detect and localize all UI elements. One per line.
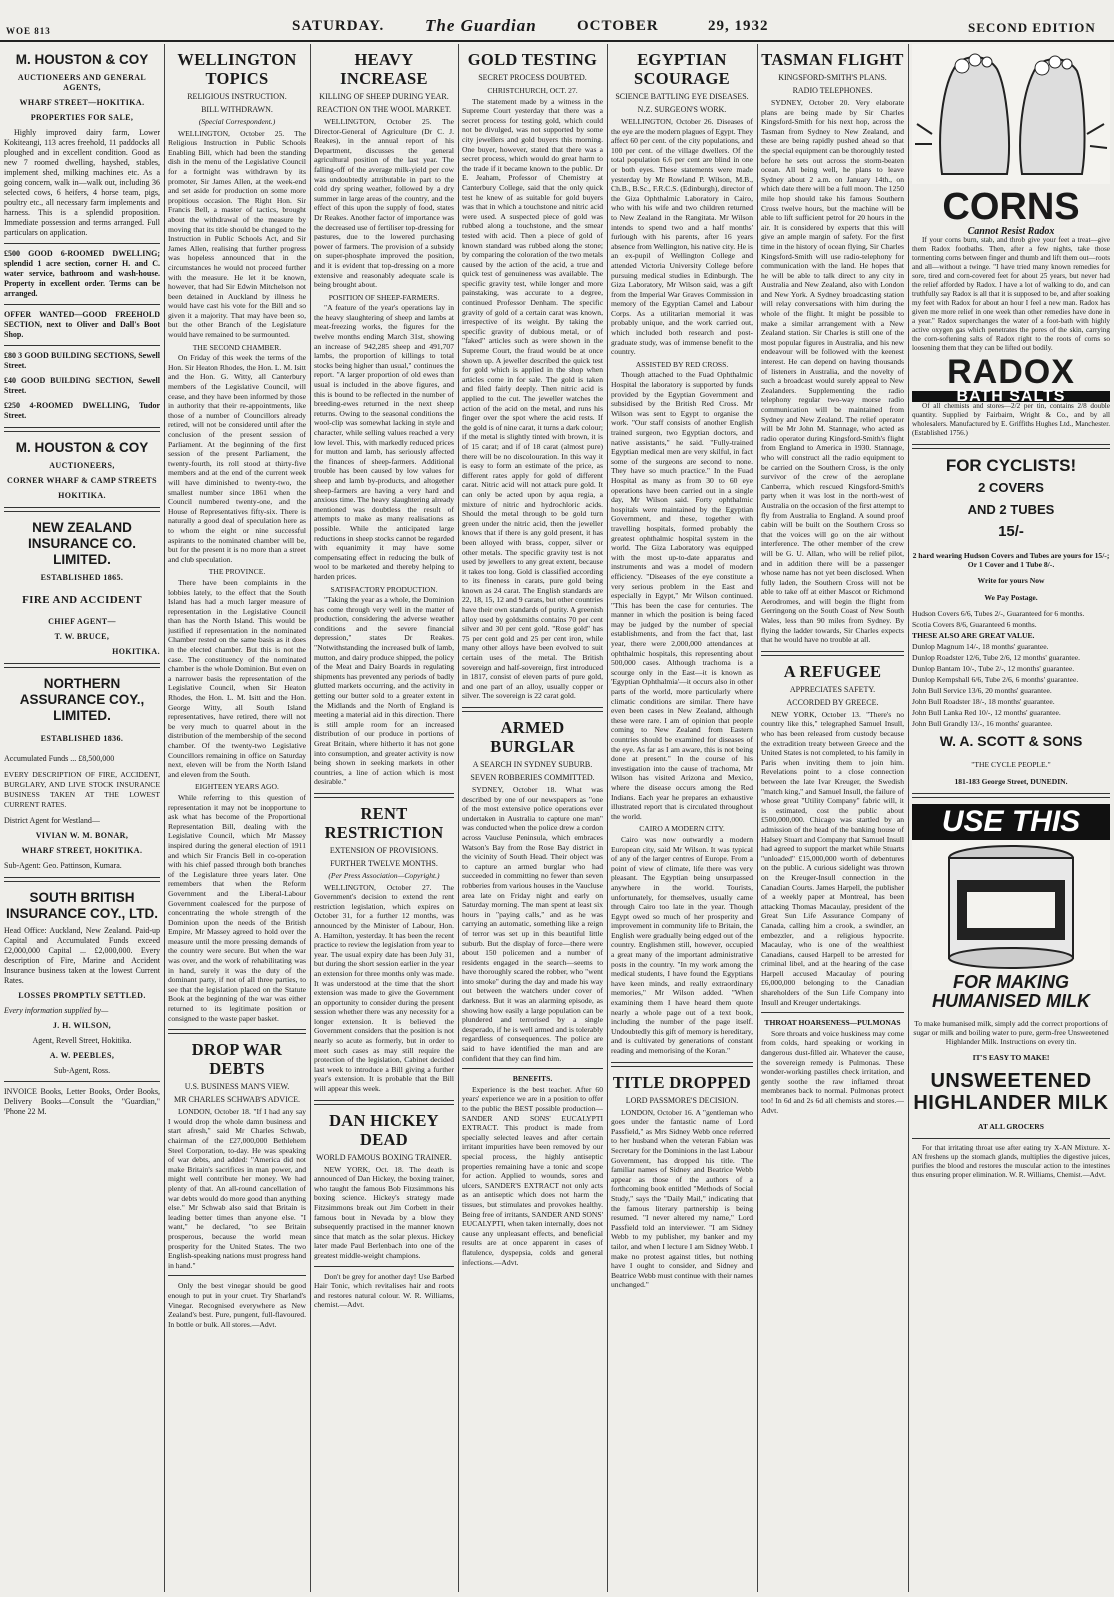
ad-auctioneers: AUCTIONEERS AND GENERAL AGENTS, xyxy=(17,73,147,92)
divider xyxy=(168,1275,306,1276)
article-body: The statement made by a witness in the Supreme Court yesterday that there was a secret process for testing gold, which could not be divulged, was not supported by some city jewellers and gold buyers this morning. One buyer, however, stated that there was a secret process, which would do great harm to the trade if it became known to the public. Dr E. Jeaham, Professor of Chemistry at Canterbury College, said that the only quick test he knew of as suitable for gold buyers was that in which a touchstone and nitric acid were used. A suspected piece of gold was rubbed along a touchstone, and the smear tested with acid. Then a piece of gold of known standard was rubbed along the stone; by comparing the coloration of the two metals caused by the action of the acid, a true and quick test of genuineness was available. The specific gravity test, while longer and more painstaking, was accurate to a degree, continued Professor Denham. The specific gravity of gold of a certain carat was known, irrespective of its weight. By taking the specific gravity of dubious metal, or of "faked" articles such as were shown in the Supreme Court, the fraud would be at once shown up. A jeweller described the quick test for gold which is applied in the shop when articles come in for sale. The gold is taken and filed fairly deeply. Then nitric acid is applied to the cut. The jeweller watches the action of the acid on the metal, and runs his finger over the spot where the acid rests. If the gold is of nine carat, it turns a dark colour; if the metal is slightly tinted with brown, it is of 15 carat; and if of 18 carat (almost pure) there will be no discolouration. In this way it is easy to form an estimate of the price, as different rates apply for gold of different carat. Nitric acid will not attack pure gold. It can only be acted upon by aqua regia, a mixture of nitric and hydrochloric acids. Should the metal through to be gold turn green under the nitric acid, then the jeweller knows that if there is any gold present, it has been alloyed with brass, copper, silver or other metals. The specific gravity test is not used by jewellers to any great extent, because it takes too long. Gold is classified according to its fineness in carats, pure gold being known as 24 carat. The English standards are 22, 18, 15, 12 and 9 carats, but other countries have their own standards of purity. A greenish alloy used by goldsmiths contains 70 per cent silver and 30 per cent gold. "Rose gold" has 75 per cent gold and 25 per cent iron, while many other alloys have been evolved to suit certain uses of the metal. The British sovereign and half-sovereign, first introduced in 1817, consist of eleven parts of pure gold, and one part of an alloy, usually copper or silver. The sovereign is 22 carat gold. xyxy=(462,96,603,701)
divider xyxy=(611,1062,753,1067)
column-7-advertisements xyxy=(912,44,1110,1594)
ad-agent-revell: Agent, Revell Street, Hokitika. xyxy=(32,1036,132,1045)
ad-auctioneers-2: AUCTIONEERS, xyxy=(49,461,115,470)
ad-properties-heading: PROPERTIES FOR SALE, xyxy=(30,113,134,122)
ad-great-value: THESE ALSO ARE GREAT VALUE. xyxy=(912,631,1035,641)
ad-wharf-street-2: WHARF STREET, HOKITIKA. xyxy=(21,846,143,855)
column-6-tasman-flight xyxy=(761,44,904,1594)
section-heading-pulmonas: THROAT HOARSENESS—PULMONAS xyxy=(764,1018,901,1028)
column-4-gold-testing xyxy=(462,44,603,1594)
divider xyxy=(912,793,1110,798)
article-body: "Taking the year as a whole, the Dominion has come through very well in the matter of production, considering the adverse weather conditions and the severe financial depression," states Dr Reakes. "Notwithstanding the increased bulk of lamb, mutton, and dairy produce shipped, the policy of the Meat and Dairy Boards in regulating shipments has prevented any periods of badly glutted markets occurring, and the activity in getting our butter sold to a greater extent in the Midlands and the North of England is meeting a material aid in this direction. There is still ample room for an increased distribution of our produce in portions of Great Britain, where hitherto it has not gone into consumption, and greater activity is now being shown in seeking markets in other countries, a line of action which is most desirable." xyxy=(314,595,454,787)
byline-press-association: (Per Press Association—Copyright.) xyxy=(328,870,440,880)
ad-every-information: Every information supplied by— xyxy=(4,1006,109,1015)
subhead-sydney-search: A SEARCH IN SYDNEY SUBURB. xyxy=(472,760,593,769)
divider xyxy=(4,304,160,305)
ad-property-250: £250 4-ROOMED DWELLING, Tudor Street. xyxy=(4,401,160,420)
ad-at-all-grocers: AT ALL GROCERS xyxy=(978,1121,1044,1131)
divider xyxy=(4,877,160,882)
ad-price: 15/- xyxy=(998,523,1024,540)
section-heading-benefits: BENEFITS. xyxy=(512,1074,553,1084)
ad-head-office: Head Office: Auckland, New Zealand. Paid-up Capital and Accumulated Funds exceed £2,000,000 Capital ... £2,000,000. Every description of Fire, Marine and Accident Insurance business taken at the lowest Current Rates. xyxy=(4,926,160,985)
ad-unsweetened-highlander: UNSWEETENED HIGHLANDER MILK xyxy=(913,1069,1109,1114)
ad-established-1865: ESTABLISHED 1865. xyxy=(40,573,124,582)
ad-vivian-bonar: VIVIAN W. M. BONAR, xyxy=(35,831,129,840)
ad-property-40: £40 GOOD BUILDING SECTION, Sewell Street. xyxy=(4,376,160,395)
ad-list-item: Dunlop Roadster 12/6, Tube 2/6, 12 months' guarantee. xyxy=(912,653,1080,663)
subhead-secret-process: SECRET PROCESS DOUBTED. xyxy=(478,73,587,82)
headline-tasman-flight: TASMAN FLIGHT xyxy=(761,50,904,69)
column-rule xyxy=(757,44,758,1592)
ad-wharf-street: WHARF STREET—HOKITIKA. xyxy=(19,98,145,107)
ad-bruce: T. W. BRUCE, xyxy=(54,632,110,641)
subhead-wool-market: REACTION ON THE WOOL MARKET. xyxy=(316,105,452,114)
masthead-month: OCTOBER xyxy=(577,18,659,34)
column-5-egyptian-scourage xyxy=(611,44,753,1594)
subhead-kingsford-smith: KINGSFORD-SMITH'S PLANS. xyxy=(778,73,887,82)
ad-houston-heading: M. HOUSTON & COY xyxy=(15,52,149,67)
masthead-paper-name: The Guardian xyxy=(425,16,537,35)
divider xyxy=(462,707,603,712)
advert-pulmonas: Sore throats and voice huskiness may come from colds, hard speaking or working in dangerous dust-filled air. Whatever the cause, the sovereign remedy is Pulmonas. These wonder-working pastilles check irritation, and gently soothe the raw inflamed throat membranes back to normal. Pulmonas protect too! In 6d and 2s 6d all chemists and stores.—Advt. xyxy=(761,1028,904,1115)
ad-houston-heading-2: M. HOUSTON & COY xyxy=(15,440,149,455)
article-body: WELLINGTON, October 27. The Government's decision to extend the rent restriction legislation, which expires on October 31, for a further 12 months, was announced by the Minister of Labour, Hon. A. Hamilton, yesterday. It has been the recent practice to review the legislation from year to year. The usual expiry date has been July 31, but during the short session earlier in the year an extension for three months only was made. It was understood at the time that the short extension was made to give the Government an opportunity to consider during the present session whether there was any necessity for a longer extension. It is believed the Government considers that the position is not nearly so acute as formerly, but in order to meet such cases as may still require the protection of the legislation, Cabinet decided last week to introduce a Bill giving a further year's extension. It is probable that the Bill will appear this week. xyxy=(314,882,454,1094)
divider xyxy=(4,663,160,668)
ad-list-item: Dunlop Bantam 10/-, Tube 2/-, 12 months' guarantee. xyxy=(912,664,1075,674)
ad-south-british-heading: SOUTH BRITISH INSURANCE COY., LTD. xyxy=(5,890,158,921)
ad-2-tubes: AND 2 TUBES xyxy=(967,502,1055,517)
article-body: WELLINGTON, October 25. The Religious Instruction in Public Schools Enabling Bill, which had been the standing dish in the menu of the Legislative Council for a fortnight was withdrawn by its promoter, Sir James Allen, at the week-end and set aside for production on some more propitious occasion. The Right Hon. Sir Francis Bell, a master of tactics, brought about the withdrawal of the measure by moving that its title should be changed to the Instruction in Public Schools Act, and Sir James Allen, realising that further progress was hopeless announced that in the circumstances he would not proceed further with the measure. He let it be known, however, that had Sir Edwin Mitchelson not been detained in Auckland by illness he would have cast his vote for the Bill and so given it a majority. That may have been so, but the other Branch of the Legislature would have remained to be surmounted. xyxy=(168,128,306,340)
headline-armed-burglar: ARMED BURGLAR xyxy=(490,718,575,756)
divider xyxy=(912,444,1110,449)
ad-list-item: John Bull Grandly 13/-, 16 months' guarantee. xyxy=(912,719,1053,729)
divider xyxy=(4,345,160,346)
column-1-advertisements xyxy=(4,44,160,1594)
subhead-eye-diseases: SCIENCE BATTLING EYE DISEASES. xyxy=(615,92,749,101)
advert-vinegar: Only the best vinegar should be good enough to put in your cruet. Try Sharland's Vinegar. Recognised everywhere as New Zealand's best. Pure, pungent, full-flavoured. In bottle or bulk. All stores.—Advt. xyxy=(168,1281,306,1329)
ad-list-item: John Bull Roadster 18/-, 18 months' guarantee. xyxy=(912,697,1055,707)
ad-bath-salts: BATH SALTS xyxy=(912,391,1110,402)
masthead xyxy=(0,0,1114,42)
divider xyxy=(4,243,160,244)
ad-radox-body: If your corns burn, stab, and throb give your feet a treat—give them Radox footbaths. Then, after a few nights, take those tormenting corns between finger and thumb and lift them out—roots and all—without a twinge. "I have tried many known remedies for sore, tired and corn-covered feet for about 25 years, but never had the relief afforded by Radox. I have a lot of walking to do, and can truthfully say Radox is all that it is supposed to be, and after soaking my feet with Radox for about an hour I feel a new man. Radox has given me more relief in one week than other remedies have done in a year." Radox superchanges the water of a foot-bath with highly active oxygen gas which penetrates the pores of the skin, carrying the corn-softening salts of Radox right to the roots of corns so loosening them that they can be lifted out bodily. xyxy=(912,236,1110,352)
masthead-date: 29, 1932 xyxy=(708,18,769,34)
ad-district-agent: District Agent for Westland— xyxy=(4,816,100,825)
ad-fire-accident: FIRE AND ACCIDENT xyxy=(22,594,142,606)
subhead-extension: EXTENSION OF PROVISIONS. xyxy=(329,845,439,855)
column-rule xyxy=(458,44,459,1592)
article-body: LONDON, October 16. A "gentleman who goes under the fantastic name of Lord Passfield," as Mrs Sidney Webb once referred to her husband when the veteran Fabian was Secretary for the Dominions in the last Labour Government, has dropped his title. The familiar names of Sidney and Beatrice Webb appear as those of the authors of a forthcoming book entitled "Methods of Social Study," says the "Daily Mail," indicating that the famous literary partnership is being resumed. "I never altered my name," Lord Passfield told an interviewer. "I am Sidney Webb to my publisher, my banker and my tailor, and when I lecture I am Sidney Webb. I make no protest against titles, but nothing have I ought to consider, and Sidney and Beatrice Webb must continue with their names unchanged." xyxy=(611,1107,753,1290)
column-2-wellington-topics xyxy=(168,44,306,1594)
ad-list-item: John Bull Service 13/6, 20 months' guarantee. xyxy=(912,686,1052,696)
subhead-surgeon-work: N.Z. SURGEON'S WORK. xyxy=(637,105,727,114)
divider xyxy=(761,1012,904,1013)
ad-list-item: Dunlop Kempshall 6/6, Tube 2/6, 6 months' guarantee. xyxy=(912,675,1079,685)
ad-cycle-people: "THE CYCLE PEOPLE." xyxy=(971,759,1051,769)
column-rule xyxy=(164,44,165,1592)
ad-hokitika: HOKITIKA. xyxy=(58,491,106,500)
masthead-day: SATURDAY. xyxy=(292,18,385,34)
masthead-edition: SECOND EDITION xyxy=(968,20,1096,35)
ad-sub-agent-ross: Sub-Agent, Ross. xyxy=(53,1066,111,1075)
ad-cannot-resist: Cannot Resist Radox xyxy=(967,226,1055,237)
ad-sub-agent: Sub-Agent: Geo. Pattinson, Kumara. xyxy=(4,861,122,870)
subhead-business-view: U.S. BUSINESS MAN'S VIEW. xyxy=(184,1082,290,1092)
ad-easy: IT'S EASY TO MAKE! xyxy=(972,1053,1050,1063)
article-body: SYDNEY, October 20. Very elaborate plans are being made by Sir Charles Kingsford-Smith for his next hop, across the Tasman from Sydney to New Zealand, and these are being rapidly pushed ahead so that the special equipment can be thoroughly tested before he sets out across the storm-beaten ocean. All being well, he plans to leave Sydney about 2 a.m. on January 14th., on which date there will be a full moon. The 1250 mile hop should take his famous Southern Cross twelve hours, but the machine will be able to lift sufficient petrol for 20 hours in the air. It is considered by experts that this will give an ample margin of safety. For the first time in the history of ocean flying, Sir Charles Kingsford-Smith will use radio-telephony for communication with the land. He hopes that he will be able to talk direct to any city in Australia and New Zealand, also with London and New York. A Sydney broadcasting station will relay conversations with him during the whole of the flight. It might be possible to make a similar arrangement with a New Zealand station. Sir Charles is still one of the most popular figures in Australia, and his new endeavour will be followed with the keenest interest. He can depend on having thousands of listeners in Australia, and the novelty of such a broadcast would surely appeal to New Zealanders. Supplementing the radio telephony regular two-way morse radio communication will be maintained from Sydney and New Zealand. The relief operator will be Mr John M. Stannage, who acted as radio operator during Kingsford-Smith's flight from England to America in 1930. Stannage, who will construct all the radio equipment to be carried on the Southern Cross, is the only survivor of the crew of the aeroplane Canberra, which rescued Kingsford-Smith's party when it was lost in the north-west of Australia on the occasion of the first attempt to fly from Australia to England. A sound proof cabin will be built on the Southern Cross so that the voices will go on the air without interference. The other member of the crew will be G. U. Allan, who will be relief pilot, and in addition there will be a passenger whose name has not yet been disclosed. When fully laden, the Southern Cross will not be able to take off at either Mascot or Richmond Aerodromes, and will begin the flight from Gerringong on the South Coast of New South Wales, less than 90 miles from Sydney. By flying the ladder towards, Sir Charles expects that he would have no trouble at all. xyxy=(761,98,904,645)
column-rule xyxy=(908,44,909,1592)
divider xyxy=(4,1081,160,1082)
ad-list-item: Dunlop Magnum 14/-, 18 months' guarantee. xyxy=(912,642,1049,652)
subhead-twelve-months: FURTHER TWELVE MONTHS. xyxy=(330,858,438,868)
article-body: NEW YORK, Oct. 18. The death is announced of Dan Hickey, the boxing trainer, who taught the famous Bob Fitzsimmons his boxing science. Hickey's strategy made Fitzsimmons break out Jim Corbett in their famous bout in Nevada by a blow they subsequently practised in the manner known since that match as the solar plexus. Hickey later made Paul Berlenbach into one of the greatest middle-weight champions. xyxy=(314,1164,454,1260)
divider xyxy=(761,651,904,656)
headline-gold-testing: GOLD TESTING xyxy=(467,50,598,69)
subhead-boxing-trainer: WORLD FAMOUS BOXING TRAINER. xyxy=(316,1152,452,1162)
page-number: WOE 813 xyxy=(6,26,51,36)
ad-peebles: A. W. PEEBLES, xyxy=(49,1051,115,1060)
headline-rent-restriction: RENT RESTRICTION xyxy=(324,803,444,842)
section-heading: ASSISTED BY RED CROSS. xyxy=(635,359,729,369)
article-body: While referring to this question of representation it may not be inopportune to ask what has become of the Proportional Representation Bill, dealing with the Legislative Council, which Mr Massey inspired during the general election of 1911 and which Sir Francis Bell in co-operation with his chief passed through both branches of the Legislature three years later. One remembers that when the Reform Government and the Liberal-Labour Government coalesced for the purpose of concentrating the whole strength of the Dominion upon the needs of the British Empire, Mr Massey agreed to hold over the measure until the more pressing demands of the country were secure. But when the war was over, and the work of rehabilitating was in hand, surely it was the duty of the dominant party, if not of all three parties, to see that the legislation placed on the Statute Book at the beginning of the war was either returned to its legitimate position or consigned to the waste paper basket. xyxy=(168,792,306,1023)
divider xyxy=(314,1266,454,1267)
subhead-radio-telephones: RADIO TELEPHONES. xyxy=(792,86,873,95)
section-heading: THE PROVINCE. xyxy=(208,567,266,577)
ad-northern-assurance-heading: NORTHERN ASSURANCE COY., LIMITED. xyxy=(19,676,145,723)
ad-2-covers: 2 COVERS xyxy=(978,480,1044,495)
ad-wilson: J. H. WILSON, xyxy=(52,1021,112,1030)
ad-radox-supply: Of all chemists and stores—2/2 per tin, contains 2/8 double quantity. Supplied by Fairbairn, Wright & Co., and by all wholesalers. Manufactured by E. Griffiths Hughes Ltd., Manchester. (Established 1756.) xyxy=(912,402,1110,437)
section-heading: CAIRO A MODERN CITY. xyxy=(639,824,725,834)
article-body: Cairo was now outwardly a modern European city, said Mr Wilson. It was typical of any of the larger centres of Europe. From a point of view of climate, life there was very pleasant. The Egyptian being unsurpassed anywhere in the world. Tourists, unfortunately, for themselves, usually came through Cairo too late in the year. Though Egypt owed so much of her prosperity and improvement in community life to Britain, the English were gradually being edged out of the country. Englishmen still, however, occupied a great many of the important administrative posts in the country. "In my work among the medical students, I have found the Egyptians have keen minds, and really extraordinary memories," Mr Wilson added. "When examining them I have heard them quote nearly a whole page out of a text book, including the number of the page itself. Undoubtedly this gift of memory is hereditary, and is cultivated by generations of constant reading and memorising of the Koran." xyxy=(611,834,753,1055)
ad-list-item: John Bull Lanka Red 10/-, 12 months' guarantee. xyxy=(912,708,1061,718)
subhead-passmore-decision: LORD PASSMORE'S DECISION. xyxy=(625,1095,739,1105)
article-body: Though attached to the Fuad Ophthalmic Hospital the laboratory is supported by funds provided by the Egyptian Government and subsidised by the British Red Cross. Mr Wilson was sent to Egypt to organise the work. "Our staff consists of another English trained surgeon, two Egyptian doctors, and native assistants," he said. "Fully-trained Egyptian medical men are very skilful, in fact some of the surgeons are second to none. They have so much practice." In the Fuad Hospital as many as from 30 to 60 eye operations have been carried out in a single day, Mr Wilson said. Forty ophthalmic hospitals were maintained by the Egyptian Government, and these, together with travelling hospitals, formed probably the greatest ophthalmic hospital system in the world. The Giza Laboratory was equipped with the most up-to-date apparatus and instruments and was a model of modern efficiency. "Diseases of the eye constitute a very serious problem in the East and especially in Egypt," Mr Wilson continued. "This has been the case for centuries. The manner in which the position is being faced may be judged by the number of special establishments, and from the fact that, last year, there were 2,000,000 attendances at ophthalmic hospitals, this representing about 500,000 cases. Although trachoma is a scourge only in the East—it is known as 'Egyptian Ophthalmia'—it occurs also in other parts of the world, more particularly where climatic conditions are similar. There have even been cases in New Zealand, although these were rare. I am of opinion that people coming to New Zealand from Eastern countries should be examined for diseases of the eye. As far as I am aware, this is not being done at present." In the course of his investigation into the cause of trachoma, Mr Wilson has visited Arizona and Mexico, where the disease occurs among the Red Indians. Each year he prepares an exhaustive illustrated report that is circulated throughout the world. xyxy=(611,370,753,821)
article-body: WELLINGTON, October 25. The Director-General of Agriculture (Dr C. J. Reakes), in the annual report of his Department, discusses the general agricultural position of the last year. The falling-off of the average milk-yield per cow was undoubtedly attributable in part to the cold dry spring weather, followed by a dry summer in large areas of the country, and the effect of this upon the supply of food, states Dr Reakes. Another factor of importance was the decreased use of fertiliser top-dressing for pastures, due to the lowered purchasing power of farmers. The provision of a subsidy on super-phosphate improved the position, and it is evident that top-dressing on a more extensive and reasonably adequate scale is being brought about. xyxy=(314,117,454,290)
ad-established-1836: ESTABLISHED 1836. xyxy=(40,734,124,743)
ad-property-offer: OFFER WANTED—GOOD FREEHOLD SECTION, next to Oliver and Dall's Boot Shop. xyxy=(4,310,160,339)
ad-dairy-farm: Highly improved dairy farm, Lower Kokiteangi, 113 acres freehold, 11 paddocks all ploughed and in excellent condition. Good as new 7 roomed dwelling, hayshed, stables, implement shed, milking machines etc. As a going concern, walk in—walk out, including 36 selected cows, 6 heifers, 4 horse team, pigs, poultry etc., all necessary farm implements and harness. This is a splendid proposition. Immediate possession and terms arranged. Full particulars on application. xyxy=(4,128,160,237)
ad-list-item: Hudson Covers 6/6, Tubes 2/-, Guaranteed for 6 months. xyxy=(912,609,1085,619)
headline-dan-hickey-dead: DAN HICKEY DEAD xyxy=(329,1110,439,1149)
article-body: NEW YORK, October 13. "There's no country like this," telegraphed Samuel Insull, who has been released from custody because the extradition treaty between Greece and the United States is not completed, to his family in Paris when inviting them to join him. Revelations point to a close connection between the late Ivar Kreuger, the Swedish "match king," and Samuel Insull, the failure of whose great "Utility Company" fabric will, it is estimated, cost the public about £500,000,000. Chicago was startled by an admission of the head of the banking house of Halsey Stuart and Company that Samuel Insull had agreed to support the market while Stuarts "unloaded" £15,000,000 worth of debentures on the public. A curious sidelight was thrown on the Kreuger-Insull connection in the Canadian Courts. James Harpell, the publisher of a weekly paper at Montreal, has been attacking Thomas Macaulay, president of the Great Sun Life Assurance Company of Canada, calling him a crook, a swindler, an embezzler, and a religious hypocrite. Macaulay, who is one of the wealthiest Canadians, caused Harpell to be arrested for criminal libel, and at the hearing of the case Harpell accused Macaulay of pouring £6,000,000 belonging to the Canadian shareholders of the Sun Life Company into Insull and Kreuger undertakings. xyxy=(761,709,904,1007)
ad-invoice-books: INVOICE Books, Letter Books, Order Books, Delivery Books—Consult the "Guardian," 'Phone 22 M. xyxy=(4,1087,160,1116)
divider xyxy=(168,1029,306,1034)
section-heading: POSITION OF SHEEP-FARMERS. xyxy=(328,292,440,302)
ad-postage: We Pay Postage. xyxy=(984,592,1038,602)
subhead-bill-withdrawn: BILL WITHDRAWN. xyxy=(201,105,273,114)
ad-for-making-humanised-milk: FOR MAKING HUMANISED MILK xyxy=(932,972,1090,1012)
subhead-appreciates-safety: APPRECIATES SAFETY. xyxy=(789,684,876,694)
ad-scott-sons: W. A. SCOTT & SONS xyxy=(939,733,1083,750)
headline-egyptian-scourage: EGYPTIAN SCOURAGE xyxy=(634,50,730,88)
divider xyxy=(912,1138,1110,1139)
ad-corner-streets: CORNER WHARF & CAMP STREETS xyxy=(7,476,157,485)
headline-heavy-increase: HEAVY INCREASE xyxy=(340,50,428,88)
advert-hair-tonic: Don't be grey for another day! Use Barbed Hair Tonic, which revitalises hair and roots and restores natural colour. W. R. Williams, chemist.—Advt. xyxy=(314,1271,454,1310)
article-body: There have been complaints in the lobbies lately, to the effect that the South Island has had a much larger measure of representation in the Legislative Council than has the North Island. This would be justified if representation in the nominated Chamber rested on the same basis as it does in the elected chamber. But this is not the case. The constituency of the nominated chamber is the whole Dominion. But even on a narrower basis the representation of the Legislative Council, when Sir Heaton Rhodes, the Hon. L. M. Isitt and the Hon. George Witty, all South Island representatives, have retired, there will not be very much to quarrel about in the distribution of the membership of the second chamber. Of the twenty-two Legislative Councillors remaining in office on Saturday next, eleven will be from the North Island and eleven from the South. xyxy=(168,577,306,779)
divider xyxy=(4,427,160,432)
article-body: "A feature of the year's operations lay in the heavy slaughtering of sheep and lambs at meat-freezing works, the figures for the twelve months ending March 31st, showing an increase of 942,285 sheep and 491,707 lambs, the proportion of killings to total stocks being higher than usual," continues the report. "A larger proportion of old ewes than usual is included in the above figures, and this is bound to be reflected in the number of breeding-ewes returned in the next sheep returns. Owing to the seasonal conditions the wool-clip was somewhat lacking in style and character, while selling values reached a very low level. This, with markedly reduced prices for mutton and lamb, has seriously affected the finances of sheep-farmers. Additional trouble has been caused by low values for sheep and lamb by-products, and altogether sheep-farmers are having a very hard and anxious time. The heavy slaughtering already mentioned was doubtless the result of attempts to make as many realisations as possible. While the anticipated large reductions in sheep stocks cannot be regarded with equanimity it may have some compensating effect in reducing the bulk of wool to be marketed and thereby helping to harden prices. xyxy=(314,303,454,581)
headline-title-dropped: TITLE DROPPED xyxy=(612,1072,752,1092)
headline-a-refugee: A REFUGEE xyxy=(783,661,882,681)
advert-eucalypti: Experience is the best teacher. After 60 years' experience we are in a position to offer to the public the BEST possible production—SANDER AND SONS' EUCALYPTI EXTRACT. This product is made from specially selected leaves and after certain irritant impurities have been removed by our special process, the highly antiseptic properties remaining have a tonic and scope for action. Applied to wounds, sores and ulcers, SANDER'S EXTRACT not only acts as an antiseptic which does not harm the tissues, but stimulates and provokes healthy. Being free of irritants, SANDER AND SONS' EUCALYPTI, when taken internally, does not cause any unpleasant effects, and beneficial results are at once apparent in cases of flatulence, dyspepsia, colds and general infections.—Advt. xyxy=(462,1084,603,1267)
ad-corns-heading: CORNS xyxy=(942,186,1080,228)
subhead-seven-robberies: SEVEN ROBBERIES COMMITTED. xyxy=(470,773,595,782)
ad-hokitika-2: HOKITIKA. xyxy=(112,647,160,656)
ad-scott-address: 181-183 George Street, DUNEDIN. xyxy=(954,776,1068,786)
section-heading: EIGHTEEN YEARS AGO. xyxy=(195,782,279,792)
column-rule xyxy=(310,44,311,1592)
ad-chief-agent: CHIEF AGENT— xyxy=(48,617,116,626)
article-body: WELLINGTON, October 26. Diseases of the eye are the modern plagues of Egypt. They affect 60 per cent. of the city populations, and 100 per cent. of the village dwellers. Of the total population 6.6 per cent are blind in one or both eyes. These statements were made yesterday by Mr Rowland P. Wilson, M.B., Ch.B., B.Sc., F.R.C.S. (Edinburgh), director of the Giza Ophthalmic Laboratory in Cairo, who with his wife and two children returned to New Zealand in the Rangitata. Mr Wilson intends to spend two and a half months' furlough with his parents, after 16 years absence from Wellington, his native city. He is an ex-pupil of Wellington College and attended Victoria University College before pursuing medical studies in Edinburgh. The Giza Laboratory, Mr Wilson said, was a gift from the Imperial War Graves Commission in memory of the Egyptian Camel and Labour Corps. As a utilitarian memorial it was probably unique, and the work carried out, which included both research and post-graduate study, was of immense benefit to the country. xyxy=(611,117,753,357)
ad-list-item: Scotia Covers 8/6, Guaranteed 6 months. xyxy=(912,620,1037,630)
subhead-schwab-advice: MR CHARLES SCHWAB'S ADVICE. xyxy=(174,1095,300,1105)
subhead-accorded-by-greece: ACCORDED BY GREECE. xyxy=(786,697,879,707)
divider xyxy=(4,507,160,512)
column-rule xyxy=(607,44,608,1592)
ad-every-description: EVERY DESCRIPTION OF FIRE, ACCIDENT, BURGLARY, AND LIVE STOCK INSURANCE BUSINESS TAKEN AT THE LOWEST CURRENT RATES. xyxy=(4,770,160,809)
subhead-killing-of-sheep: KILLING OF SHEEP DURING YEAR. xyxy=(319,92,449,101)
ad-write-now: Write for yours Now xyxy=(977,576,1045,586)
article-body: On Friday of this week the terms of the Hon. Sir Heaton Rhodes, the Hon. L. M. Isitt and the Hon. G. Witty, all Canterbury members of the Legislative Council, will cease, and they have been informed by those in authority that their re-appointments, like those of a number of Councillors already retired, will not be considered until after the conclusion of the present session of Parliament. At the beginning of the first session of the present Parliament, the twenty-fourth, its roll stood at thirty-five members and at the end of the current week will have diminished to twenty-two, the smallest number since 1861 when the Council numbered twenty-one, and the House of Representatives fifty-six. There is naturally a good deal of speculation here as to whom the eight or nine successful aspirants to the nominated chamber will be, but for the present it is no more than a street and club speculation. xyxy=(168,353,306,564)
ad-for-cyclists: FOR CYCLISTS! xyxy=(945,456,1077,475)
byline-correspondent: (Special Correspondent.) xyxy=(198,117,276,126)
section-heading: THE SECOND CHAMBER. xyxy=(192,342,282,352)
headline-drop-war-debts: DROP WAR DEBTS xyxy=(191,1040,283,1079)
section-heading: SATISFACTORY PRODUCTION. xyxy=(330,584,438,594)
ad-hard-wearing: 2 hard wearing Hudson Covers and Tubes are yours for 15/-; Or 1 Cover and 1 Tube 8/-. xyxy=(912,550,1110,569)
headline-wellington-topics: WELLINGTON TOPICS xyxy=(177,50,297,88)
divider xyxy=(314,1100,454,1105)
article-body: LONDON, October 18. "If I had any say I would drop the whole damn business and start afresh," said Mr Charles Schwab, chairman of the £27,000,000 Bethlehem Steel Corporation, to-day. He was speaking of war debts, and added: "America did not make Britain's sacrifices in man power, and might well contribute her money. We had plenty of that. An all-round cancellation of war debts would do more good than anything else." Mr Schwab also said that Britain is leading better times than anyone else. "I want," he declared, "to see Britain prosperous, because the world mean prosperity for the United States. The two English-speaking nations must progress hand in hand." xyxy=(168,1107,306,1270)
ad-property-80: £80 3 GOOD BUILDING SECTIONS, Sewell Street. xyxy=(4,351,160,370)
ad-accumulated-funds: Accumulated Funds ... £8,500,000 xyxy=(4,754,115,763)
advert-x-an: For that irritating throat use after eating try X-AN Mixture. X-AN freshens up the stomach glands, multiplies the digestive juices, purifies the blood and restores the muscular action to the intestines thus ensuring proper elimination. W. R. Williams, Chemist.—Advt. xyxy=(912,1144,1110,1180)
article-body: SYDNEY, October 18. What was described by one of our newspapers as "one of the most extensive police operations ever undertaken in Australia to capture one man" was conducted when the police drew a cordon across Vaucluse Peninsula, which embraces Watson's Bay from the Rose Bay district in the vicinity of South Head. Their object was to capture an armed burglar who had succeeded in committing no fewer than seven robberies from various houses in the Vaucluse area late on Friday night and early on Saturday morning. The man spent at least six hours in "paying calls," and as he was carrying an automatic, something like a reign of terror was set up in this beautiful little suburb. But the display of force—there were about 150 policemen and a number of residents engaged in the search—seems to have thoroughly scared the robber, who "went into smoke" during the day and made his way out between the watchers under cover of darkness. But it was an alarming episode, as showing how easily a large population can be plundered and terrorised by a single desperado, if he is well armed and is tolerably regardless of consequences. The police are said to have identified the man and are confident that they can find him. xyxy=(462,785,603,1063)
divider xyxy=(314,793,454,798)
feet-illustration xyxy=(912,44,1110,184)
subhead-religious-instruction: RELIGIOUS INSTRUCTION. xyxy=(187,92,287,101)
column-3-heavy-increase xyxy=(314,44,454,1594)
ad-humanised-instructions: To make humanised milk, simply add the correct proportions of sugar or milk and boiling water to pure, germ-free Unsweetened Highlander Milk. Instructions on every tin. xyxy=(913,1018,1109,1046)
divider xyxy=(462,1068,603,1069)
dateline: CHRISTCHURCH, OCT. 27. xyxy=(487,86,578,95)
ad-use-this: USE THIS xyxy=(912,804,1110,840)
milk-tin-illustration xyxy=(912,840,1110,970)
ad-property-500: £500 GOOD 6-ROOMED DWELLING; splendid 1 acre section, corner H. and C. water service, bathroom and wash-house. Property in excellent order. Terms can be arranged. xyxy=(4,249,160,298)
ad-losses-settled: LOSSES PROMPTLY SETTLED. xyxy=(18,991,146,1000)
ad-radox-logo: RADOX xyxy=(947,353,1075,391)
ad-nz-insurance-heading: NEW ZEALAND INSURANCE CO. LIMITED. xyxy=(27,520,136,567)
